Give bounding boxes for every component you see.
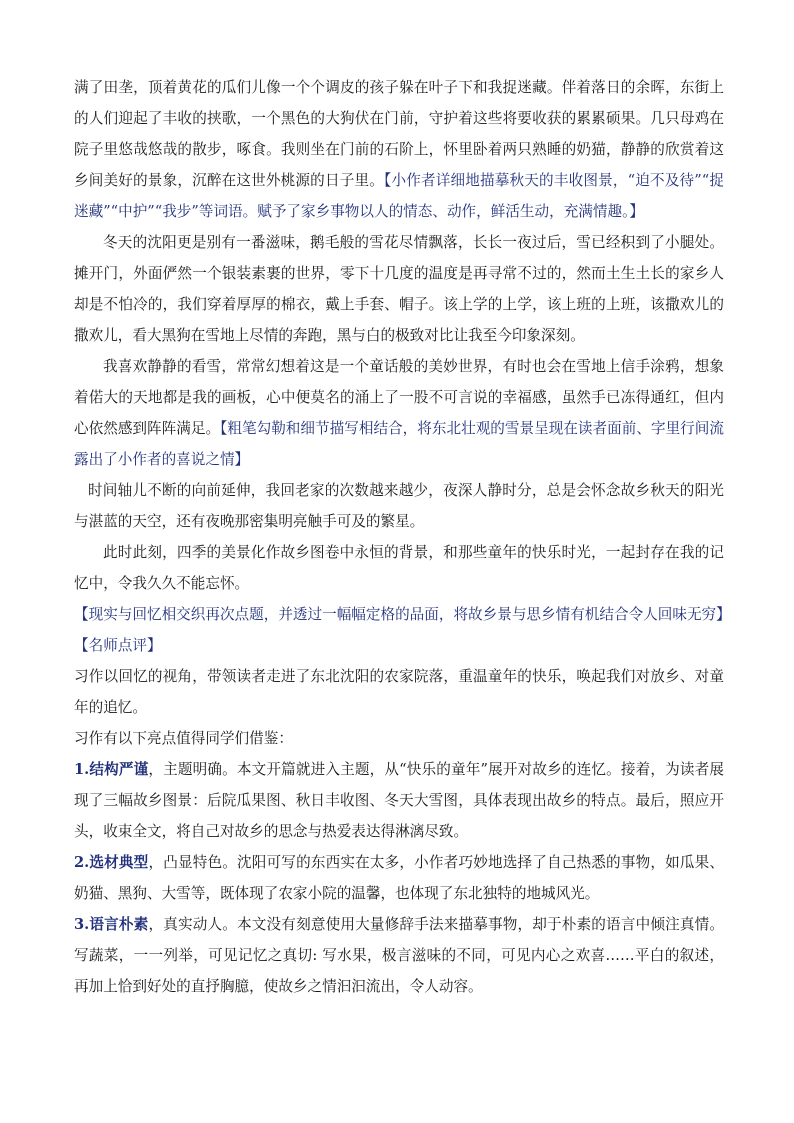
paragraph-text: 我喜欢静静的看雪，常常幻想着这是一个童话般的美妙世界，有时也会在雪地上信手涂鸦，想象着偌大的天地都是我的画板，心中便莫名的涌上了一股不可言说的幸福感，虽然手已冻得通红，但内心依然感到阵阵满足。 (74, 358, 724, 437)
highlight-language (74, 909, 724, 1002)
highlight-title: 2.选材典型 (74, 854, 149, 871)
highlights-intro: 习作有以下亮点值得同学们借鉴： (74, 730, 293, 747)
document-body (74, 72, 731, 1002)
highlight-text: ，凸显特色。沈阳可写的东西实在太多，小作者巧妙地选择了自己热悉的事物，如瓜果、奶猫、黑狗、大雪等，既体现了农家小院的温馨，也体现了东北独特的地城风光。 (74, 854, 724, 902)
paragraph-winter-shenyang (74, 227, 724, 351)
annotation-note-final: 【现实与回忆相交织再次点题，并透过一幅幅定格的品面，将故乡景与思乡情有机结合令人回味无穷】 (74, 606, 731, 623)
review-heading: 【名师点评】 (74, 637, 162, 654)
highlight-material (74, 847, 724, 909)
annotation-note: 【粗笔勾勒和细节描写相结合，将东北壮观的雪景呈现在读者面前、字里行间流露出了小作者的喜说之情】 (74, 420, 724, 468)
paragraph-time-passing (74, 475, 724, 537)
highlight-structure (74, 754, 724, 847)
paragraph-watching-snow (74, 351, 724, 475)
highlight-title: 3.语言朴素 (74, 916, 149, 933)
highlight-text: ，真实动人。本文没有刻意使用大量修辞手法来描摹事物，却于朴素的语言中倾注真情。写蔬菜，一一列举，可见记忆之真切: 写水果，极言滋味的不同，可见内心之欢喜……平白的叙述，再加上恰到好处的直抒胸臆，使故乡之情汩汩流出，令人动容。 (74, 916, 724, 995)
paragraph-text: 满了田垄，顶着黄花的瓜们儿像一个个调皮的孩子躲在叶子下和我捉迷藏。伴着落日的余晖，东街上的人们迎起了丰收的挟歌，一个黑色的大狗伏在门前，守护着这些将要收获的累累硕果。几只母鸡在院子里悠哉悠哉的散步，啄食。我则坐在门前的石阶上，怀里卧着两只熟睡的奶猫，静静的欣赏着这乡间美好的景象，沉醉在这世外桃源的日子里。 (74, 79, 724, 189)
paragraph-text: 时间轴儿不断的向前延伸，我回老家的次数越来越少，夜深人静时分，总是会怀念故乡秋天的阳光与湛蓝的天空，还有夜晚那密集明亮触手可及的繁星。 (74, 482, 724, 530)
paragraph-conclusion (74, 537, 724, 599)
paragraph-text: 冬天的沈阳更是别有一番滋味，鹅毛般的雪花尽情飘落，长长一夜过后，雪已经积到了小腿处。摊开门，外面俨然一个银装素裹的世界，零下十几度的温度是再寻常不过的，然而土生土长的家乡人却是不怕冷的，我们穿着厚厚的棉衣，戴上手套、帽子。该上学的上学，该上班的上班，该撒欢儿的撒欢儿，看大黑狗在雪地上尽情的奔跑，黑与白的极致对比让我至今印象深刻。 (74, 234, 724, 344)
highlight-title: 1.结构严谨 (74, 761, 149, 778)
paragraph-autumn-harvest (74, 72, 724, 227)
review-intro: 习作以回忆的视角，带领读者走进了东北沈阳的农家院落，重温童年的快乐，唤起我们对放乡、对童年的追忆。 (74, 668, 724, 716)
highlight-text: ，主题明确。本文开篇就进入主题，从“快乐的童年”展开对故乡的连忆。接着，为读者展现了三幅故乡图景：后院瓜果图、秋日丰收图、冬天大雪图，具体表现出故乡的特点。最后，照应开头，收束全文，将自己对故乡的思念与热爱表达得淋漓尽致。 (74, 761, 724, 840)
paragraph-text: 此时此刻，四季的美景化作故乡图卷中永恒的背景，和那些童年的快乐时光，一起封存在我的记忆中，令我久久不能忘怀。 (74, 544, 724, 592)
annotation-note: 【小作者详细地描摹秋天的丰收图景，“迫不及待”“捉迷藏”“中护”“我步”等词语。赋予了家乡事物以人的情态、动作，鲜活生动，充满情趣。】 (74, 172, 724, 220)
